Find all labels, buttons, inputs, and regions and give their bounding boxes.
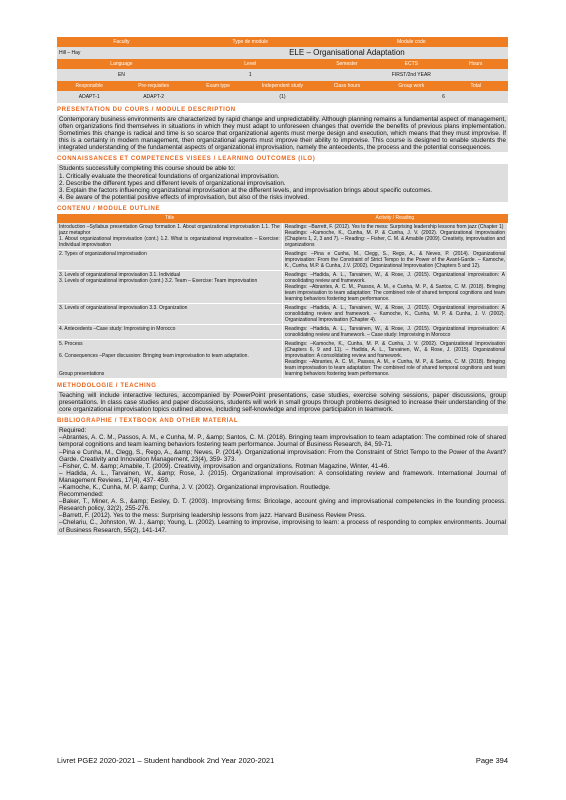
header-cell: Responsible: [57, 81, 121, 91]
competences-box: [57, 164, 508, 201]
page-number: Page 394: [475, 756, 508, 765]
module-header-table: [57, 37, 508, 103]
competence-item: 3. Explain the factors influencing organizational improvisation at the different levels, and improvisation brings about specific outcomes.: [59, 186, 433, 194]
bibliography-line: –Baker, T., Miner, A. S., &amp; Eesley, D. T. (2003). Improvising firms: Bricolage, account giving and improvisational competencies in the founding process. Research policy, 32(2), 255-276.: [59, 498, 506, 513]
bibliography-line: –Fisher, C. M. &amp; Amabile, T. (2009). Creativity, improvisation and organizations. Rotman Magazine, Winter, 41-46.: [59, 462, 390, 470]
total-value: 6: [379, 91, 508, 103]
header-row-3: [57, 59, 508, 69]
bibliography-line: –Kamoche, K., Cunha, M. P. &amp; Cunha, J. V. (2002). Organizational improvisation. Routledge.: [59, 483, 331, 491]
outline-reading: Readings: –Barrett, F. (2012). Yes to the mess: Surprising leadership lessons from jazz (Chapter 1) Readings: –Kamoche, K., Cunha, M. P. & Cunha, J. V. (2002). Organizational Improvisation (Chapters 1, 2, 3 and 7). – Reading: – Fisher, C. M. & Amabile (2009). Creativity, improvisation and organizations: [282, 223, 507, 250]
header-cell: Module code: [315, 37, 508, 47]
header-cell: Hours: [444, 59, 508, 69]
header-row-5: [57, 81, 508, 91]
outline-session: 2. Types of organizational improvisation: [57, 249, 282, 270]
bibliography-box: [57, 426, 508, 534]
bibliography-line: – Hadida, A. L., Tarvainen, W., &amp; Rose, J. (2015). Organizational improvisation: A consolidating review and framework. International Journal of Management Reviews, 17(4), 437- 459.: [59, 469, 506, 484]
outline-reading: Readings: –Hadida, A. L., Tarvainen, W., & Rose, J. (2015). Organizational improvisation: A consolidating review and framework. Readings: –Abrantes, A. C. M., Passos, A. M., e Cunha, M. P., & Santos, C. M. (2018). Bringing team improvisation to team adaptation: The combined role of shared temporal cognitions and team learning behaviors fostering team performance.: [282, 270, 507, 303]
methodology-title: METHODOLOGIE / TEACHING: [57, 382, 157, 389]
presentation-text: Contemporary business environments are characterized by rapid change and unpredictability. Although planning remains a fundamental aspect of management, often organizations find themselves in situations in which they must adapt to unforeseen changes that override the benefits of previous plans implementation. Sometimes this change is radical and time is so scarce that organizational agents must merge design and execution, which means that they must improvise. If this is a certainty in modern management, then organizational agents must improve their ability to improvise. This course is designed to enable students the integrated understanding of the fundamental aspects of organizational improvisation, namely the antecedents, the process and the potential consequences.: [59, 116, 506, 152]
header-cell: Group work: [379, 81, 443, 91]
outline-reading: Readings: –Pina e Cunha, M., Clegg, S., Rego, A., & Neves, P. (2014). Organizational improvisation: From the Constraint of Strict Tempo to the Power of the Avant-Garde. – Kamoche, K., Cunha, M.P. & Cunha, J.V. (2002). Organizational Improvisation (Chapters 5 and 12).: [282, 249, 507, 270]
bibliography-line: Recommended:: [59, 491, 104, 499]
bibliography-line: –Pina e Cunha, M., Clegg, S., Rego, A., &amp; Neves, P. (2014). Organizational improvisation: From the Constraint of Strict Tempo to the Power of the Avant?Garde. Creativity and Innovation Management, 23(4), 359- 373.: [59, 448, 506, 463]
header-cell: Semester: [315, 59, 379, 69]
header-cell: Exam type: [186, 81, 250, 91]
table-row: [57, 270, 508, 303]
competence-item: 1. Critically evaluate the theoretical foundations of organizational improvisation.: [59, 172, 280, 180]
faculty-value: Hill – Hay: [57, 47, 186, 59]
outline-title: CONTENU / MODULE OUTLINE: [57, 205, 161, 212]
module-title: ELE – Organisational Adaptation: [186, 47, 508, 59]
header-cell: Type de module: [186, 37, 315, 47]
semester-value: FIRST/2nd YEAR: [315, 69, 508, 81]
prerequisite-value: ADAPT-2: [121, 91, 185, 103]
outline-reading: Readings: –Kamoche, K., Cunha, M. P. & Cunha, J. V. (2002). Organizational Improvisation (Chapters 6, 9 and 11). – Hadida, A. L., Tarvainen, W., & Rose, J. (2015). Organizational improvisation: A consolidating review and framework. Readings: –Abrantes, A. C. M., Passos, A. M., e Cunha, M. P., & Santos, C. M. (2018). Bringing team improvisation to team adaptation: The combined role of shared temporal cognitions and team learning behaviors fostering team performance.: [282, 339, 507, 378]
methodology-text: Teaching will include interactive lectures, accompanied by PowerPoint presentations, case studies, exercise solving sessions, paper discussions, group presentations. In class case studies and paper discussions, students will work in small groups through problems designed to increase their understanding of the core organizational improvisation topics outlined above, including self-knowledge and improve participation in teamwork.: [59, 391, 506, 414]
table-row: [57, 324, 508, 339]
bibliography-line: –Abrantes, A. C. M., Passos, A. M., e Cunha, M. P., &amp; Santos, C. M. (2018). Bringing team improvisation to team adaptation: The combined role of shared temporal cognitions and team learning behaviors fostering team performance. Journal of Business Research, 84, 59-71.: [59, 434, 506, 449]
outline-session: 5. Process 6. Consequences –Paper discussion: Bringing team improvisation to team adaptation. Group presentations: [57, 339, 282, 378]
exam-value: (1): [186, 91, 379, 103]
header-cell: Level: [186, 59, 315, 69]
bibliography-title: BIBLIOGRAPHIE / TEXTBOOK AND OTHER MATERIAL: [57, 418, 239, 425]
module-sheet: [57, 37, 508, 535]
outline-col-activity: Activity / Reading: [282, 214, 507, 223]
outline-reading: Readings: –Hadida, A. L., Tarvainen, W., & Rose, J. (2015). Organizational improvisation: A consolidating review and framework. – Kamoche, K., Cunha, M. P. & Cunha, J. V. (2002). Organizational Improvisation (Chapter 4).: [282, 303, 507, 324]
header-cell: Total: [444, 81, 508, 91]
bibliography-line: –Chelariu, C., Johnston, W. J., &amp; Young, L. (2002). Learning to improvise, improvising to learn: a process of responding to complex environments. Journal of Business Research, 55(2), 141-147.: [59, 519, 506, 534]
outline-col-title: Title: [57, 214, 282, 223]
competences-intro: Students successfully completing this course should be able to:: [59, 165, 236, 173]
bibliography-line: –Barrett, F. (2012). Yes to the mess: Surprising leadership lessons from jazz. Harvard Business Review Press.: [59, 512, 366, 520]
outline-reading: Readings: –Hadida, A. L., Tarvainen, W., & Rose, J. (2015). Organizational improvisation: A consolidating review and framework. – Case study: Improvising in Morocco: [282, 324, 507, 339]
outline-session: 3. Levels of organizational improvisation 3.3. Organization: [57, 303, 282, 324]
page-footer: [57, 756, 508, 765]
language-value: EN: [57, 69, 186, 81]
outline-session: 4. Antecedents –Case study: Improvising in Morocco: [57, 324, 282, 339]
header-cell: Independent study: [250, 81, 314, 91]
header-cell: Faculty: [57, 37, 186, 47]
competences-title: CONNAISSANCES ET COMPETENCES VISEES / LEARNING OUTCOMES (ILO): [57, 156, 316, 163]
bibliography-line: Required:: [59, 427, 87, 435]
outline-header-row: [57, 214, 508, 223]
table-row: [57, 223, 508, 250]
header-row-4: [57, 69, 508, 81]
level-value: 1: [186, 69, 315, 81]
responsible-value: ADAPT-1: [57, 91, 121, 103]
footer-handbook-label: Livret PGE2 2020-2021 – Student handbook 2nd Year 2020-2021: [57, 756, 275, 765]
presentation-title: PRESENTATION DU COURS / MODULE DESCRIPTION: [57, 107, 236, 113]
competence-item: 4. Be aware of the potential positive effects of improvisation, but also of the risks involved.: [59, 193, 310, 201]
outline-session: 3. Levels of organizational improvisation 3.1. Individual 3. Levels of organizational improvisation (cont.) 3.2. Team – Exercise: Team improvisation: [57, 270, 282, 303]
header-row-6: [57, 91, 508, 103]
header-cell: Class hours: [315, 81, 379, 91]
table-row: [57, 303, 508, 324]
header-cell: Language: [57, 59, 186, 69]
header-row-2: [57, 47, 508, 59]
header-row-1: [57, 37, 508, 47]
outline-session: Introduction –Syllabus presentation Group formation 1. About organizational improvisation 1.1. The jazz metaphor 1. About organizational improvisation (cont.) 1.2. What is organizational improvisation – Exercise: Individual improvisation: [57, 223, 282, 250]
table-row: [57, 249, 508, 270]
header-cell: ECTS: [379, 59, 443, 69]
competence-item: 2. Describe the different types and different levels of organizational improvisation.: [59, 179, 286, 187]
header-cell: Pre-requisites: [121, 81, 185, 91]
outline-table: [57, 214, 508, 379]
table-row: [57, 339, 508, 378]
